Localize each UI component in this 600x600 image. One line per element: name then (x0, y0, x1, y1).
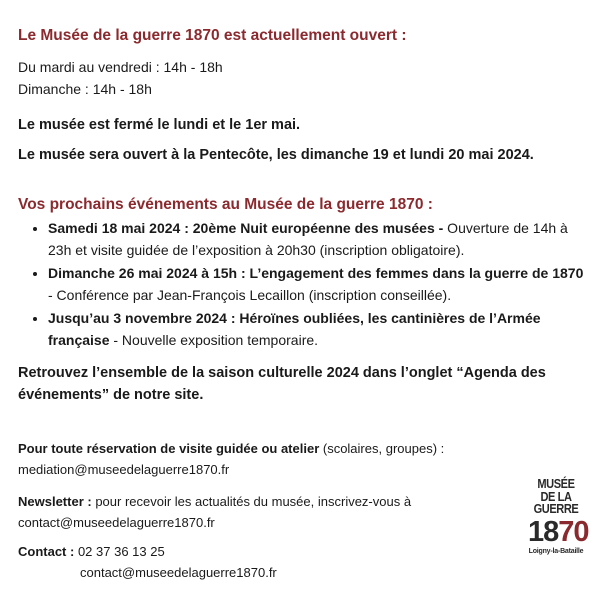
reservation-detail: (scolaires, groupes) : (319, 441, 445, 456)
events-list (0, 218, 588, 353)
event-item (48, 263, 588, 306)
event-item (48, 218, 588, 261)
event-title: Dimanche 26 mai 2024 à 15h : L’engagement des femmes dans la guerre de 1870 (48, 265, 584, 281)
reservation-block (18, 438, 538, 480)
contact-block (18, 541, 538, 583)
event-description: - Conférence par Jean-François Lecaillon (inscription conseillée). (48, 286, 452, 303)
opening-title: Le Musée de la guerre 1870 est actuellement ouvert : (18, 27, 407, 44)
newsletter-block (18, 491, 538, 533)
event-description: Ouverture de 14h à 23h et visite guidée de l’exposition à 20h30 (inscription obligatoire). (48, 220, 568, 258)
logo-year-part-1: 18 (528, 515, 559, 548)
logo-year (528, 515, 589, 548)
museum-logo (528, 476, 589, 555)
event-title: Samedi 18 mai 2024 : 20ème Nuit européenne des musées - (48, 220, 444, 236)
events-title: Vos prochains événements au Musée de la guerre 1870 : (18, 196, 433, 213)
hours-sunday: Dimanche : 14h - 18h (18, 81, 152, 97)
event-item (48, 308, 588, 351)
contact-label: Contact : (18, 544, 75, 559)
season-summary: Retrouvez l’ensemble de la saison culturelle 2024 dans l’onglet “Agenda des événements” de notre site. (18, 365, 546, 403)
newsletter-text: pour recevoir les actualités du musée, inscrivez-vous à (91, 494, 412, 509)
logo-year-part-2: 70 (558, 515, 589, 548)
newsletter-email-link[interactable]: contact@museedelaguerre1870.fr (18, 515, 215, 530)
reservation-email-link[interactable]: mediation@museedelaguerre1870.fr (18, 462, 230, 477)
contact-phone[interactable]: 02 37 36 13 25 (74, 544, 165, 559)
reservation-label: Pour toute réservation de visite guidée ou atelier (18, 441, 320, 456)
pentecost-note: Le musée sera ouvert à la Pentecôte, les dimanche 19 et lundi 20 mai 2024. (18, 147, 534, 163)
event-description: - Nouvelle exposition temporaire. (109, 331, 319, 348)
contact-email-link[interactable]: contact@museedelaguerre1870.fr (80, 565, 277, 580)
logo-word-de-la: DE LA (540, 488, 572, 504)
event-title: Jusqu’au 3 novembre 2024 : Héroïnes oubliées, les cantinières de l’Armée française (48, 310, 541, 348)
newsletter-label: Newsletter : (18, 494, 92, 509)
logo-word-guerre: GUERRE (533, 501, 579, 516)
closed-note: Le musée est fermé le lundi et le 1er mai. (18, 117, 301, 133)
hours-weekdays: Du mardi au vendredi : 14h - 18h (18, 59, 223, 75)
logo-place: Loigny-la-Bataille (528, 547, 584, 555)
logo-word-musee: MUSÉE (537, 476, 575, 491)
